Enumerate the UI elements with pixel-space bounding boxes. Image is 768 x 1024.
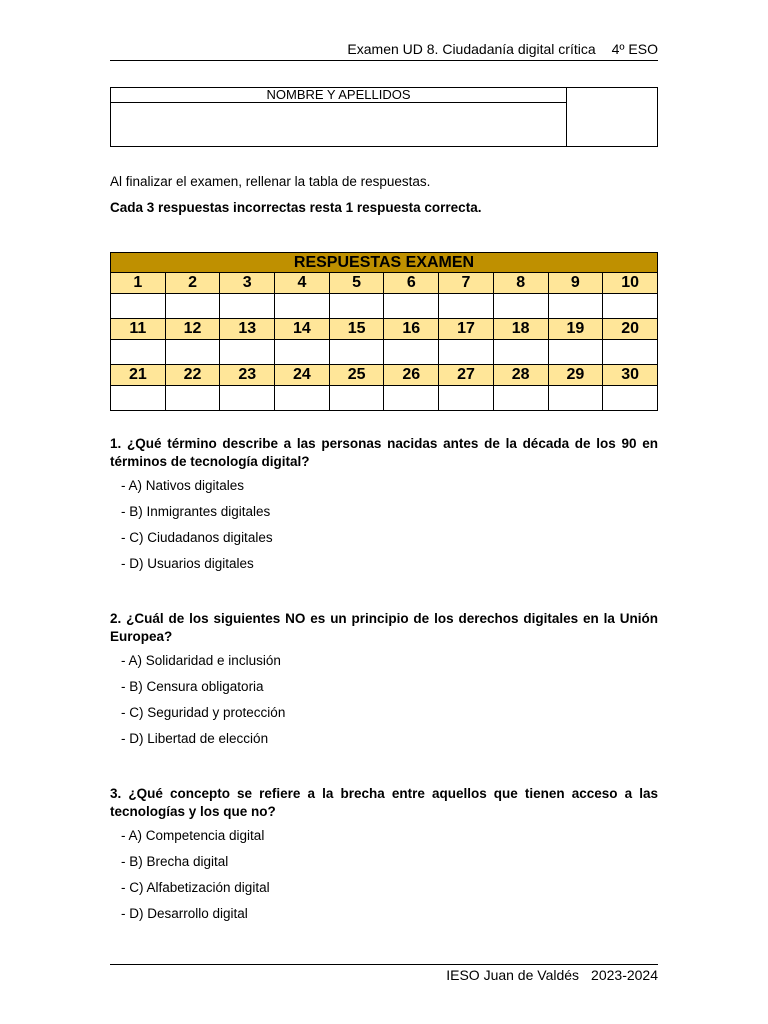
name-label: NOMBRE Y APELLIDOS xyxy=(111,88,567,103)
student-name-table xyxy=(110,87,658,147)
answer-number: 21 xyxy=(111,365,166,386)
answer-number: 28 xyxy=(493,365,548,386)
answer-number: 13 xyxy=(220,319,275,340)
answer-number: 5 xyxy=(329,273,384,294)
option-a[interactable]: - A) Competencia digital xyxy=(121,828,265,843)
name-field[interactable] xyxy=(111,103,567,147)
option-b[interactable]: - B) Brecha digital xyxy=(121,854,229,869)
answer-cell[interactable] xyxy=(111,340,166,365)
answer-number: 30 xyxy=(603,365,658,386)
answers-table-title: RESPUESTAS EXAMEN xyxy=(111,253,658,273)
answer-cell[interactable] xyxy=(165,294,220,319)
instruction-penalty: Cada 3 respuestas incorrectas resta 1 respuesta correcta. xyxy=(110,200,482,215)
answer-number: 18 xyxy=(493,319,548,340)
answer-cell[interactable] xyxy=(165,340,220,365)
option-d[interactable]: - D) Desarrollo digital xyxy=(121,906,248,921)
question-stem: 3. ¿Qué concepto se refiere a la brecha entre aquellos que tienen acceso a las tecnologías y los que no? xyxy=(110,786,658,819)
answer-number: 29 xyxy=(548,365,603,386)
school-year: 2023-2024 xyxy=(591,967,658,983)
answer-cell[interactable] xyxy=(548,386,603,411)
answer-number: 9 xyxy=(548,273,603,294)
answer-number: 6 xyxy=(384,273,439,294)
question-stem: 1. ¿Qué término describe a las personas nacidas antes de la década de los 90 en términos de tecnología digital? xyxy=(110,436,658,469)
answer-number: 12 xyxy=(165,319,220,340)
instruction-fill-table: Al finalizar el examen, rellenar la tabla de respuestas. xyxy=(110,174,431,189)
answer-cell[interactable] xyxy=(111,386,166,411)
school-name: IESO Juan de Valdés xyxy=(446,967,580,983)
option-d[interactable]: - D) Libertad de elección xyxy=(121,731,269,746)
course-level: 4º ESO xyxy=(611,41,658,57)
answer-cell[interactable] xyxy=(603,386,658,411)
answer-number: 3 xyxy=(220,273,275,294)
option-b[interactable]: - B) Inmigrantes digitales xyxy=(121,504,271,519)
answer-cell[interactable] xyxy=(329,294,384,319)
option-d[interactable]: - D) Usuarios digitales xyxy=(121,556,254,571)
instructions xyxy=(110,173,658,217)
answer-number: 1 xyxy=(111,273,166,294)
answer-number: 24 xyxy=(275,365,330,386)
answer-number: 10 xyxy=(603,273,658,294)
answer-cell[interactable] xyxy=(275,294,330,319)
question-stem: 2. ¿Cuál de los siguientes NO es un principio de los derechos digitales en la Unión Europea? xyxy=(110,611,658,644)
answer-number: 25 xyxy=(329,365,384,386)
answer-cell[interactable] xyxy=(384,386,439,411)
answer-cell[interactable] xyxy=(439,294,494,319)
answer-cell[interactable] xyxy=(384,294,439,319)
answer-number: 16 xyxy=(384,319,439,340)
page-header xyxy=(110,40,658,61)
option-c[interactable]: - C) Seguridad y protección xyxy=(121,705,286,720)
answer-number: 22 xyxy=(165,365,220,386)
answer-cell[interactable] xyxy=(220,386,275,411)
answer-number: 7 xyxy=(439,273,494,294)
answer-number: 8 xyxy=(493,273,548,294)
answer-cell[interactable] xyxy=(548,294,603,319)
answer-number: 26 xyxy=(384,365,439,386)
answer-cell[interactable] xyxy=(493,294,548,319)
option-c[interactable]: - C) Alfabetización digital xyxy=(121,880,270,895)
answer-cell[interactable] xyxy=(275,386,330,411)
answer-cell[interactable] xyxy=(493,386,548,411)
answer-number: 23 xyxy=(220,365,275,386)
answer-cell[interactable] xyxy=(493,340,548,365)
answer-cell[interactable] xyxy=(439,340,494,365)
answer-cell[interactable] xyxy=(329,340,384,365)
option-a[interactable]: - A) Nativos digitales xyxy=(121,478,245,493)
answer-number: 15 xyxy=(329,319,384,340)
answer-number: 17 xyxy=(439,319,494,340)
page-footer xyxy=(110,964,658,984)
grade-box[interactable] xyxy=(567,88,658,147)
answer-number: 20 xyxy=(603,319,658,340)
answer-cell[interactable] xyxy=(603,294,658,319)
answer-cell[interactable] xyxy=(548,340,603,365)
answer-cell[interactable] xyxy=(111,294,166,319)
answer-cell[interactable] xyxy=(329,386,384,411)
option-c[interactable]: - C) Ciudadanos digitales xyxy=(121,530,273,545)
answer-cell[interactable] xyxy=(220,340,275,365)
exam-title: Examen UD 8. Ciudadanía digital crítica xyxy=(347,41,596,57)
answer-number: 27 xyxy=(439,365,494,386)
answer-number: 11 xyxy=(111,319,166,340)
answer-number: 2 xyxy=(165,273,220,294)
answer-number: 4 xyxy=(275,273,330,294)
answer-cell[interactable] xyxy=(439,386,494,411)
answer-cell[interactable] xyxy=(384,340,439,365)
option-a[interactable]: - A) Solidaridad e inclusión xyxy=(121,653,281,668)
answer-cell[interactable] xyxy=(220,294,275,319)
answer-cell[interactable] xyxy=(165,386,220,411)
answer-cell[interactable] xyxy=(603,340,658,365)
answer-number: 19 xyxy=(548,319,603,340)
question-2 xyxy=(110,610,658,756)
answer-number: 14 xyxy=(275,319,330,340)
answer-cell[interactable] xyxy=(275,340,330,365)
option-b[interactable]: - B) Censura obligatoria xyxy=(121,679,264,694)
answers-table xyxy=(110,252,658,411)
question-3 xyxy=(110,785,658,931)
question-1 xyxy=(110,435,658,581)
